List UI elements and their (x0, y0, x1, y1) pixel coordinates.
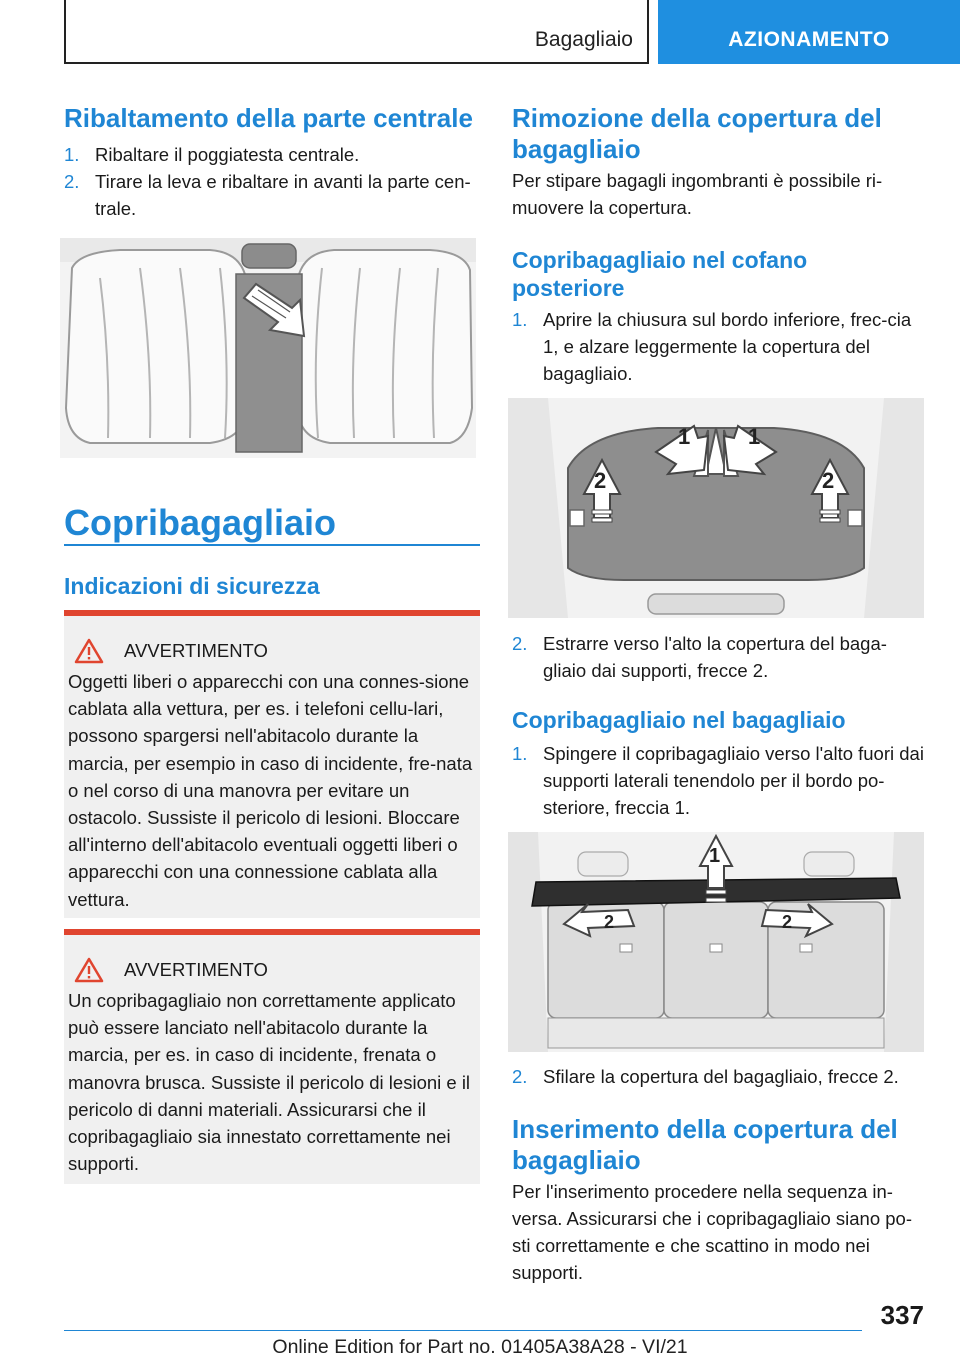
boot-steps-list-cont (512, 1063, 924, 1090)
fold-center-title: Ribaltamento della parte centrale (64, 103, 473, 133)
header-section-box (64, 0, 649, 64)
fig3-callout-2: 2 (604, 912, 615, 932)
fig2-callout-1b: 1 (748, 424, 761, 449)
fig3-callout-2b: 2 (782, 912, 793, 932)
header-chapter-title: AZIONAMENTO (728, 28, 890, 51)
rear-lid-title: Copribagagliaio nel cofano posteriore (512, 247, 808, 301)
safety-title: Indicazioni di sicurezza (64, 573, 320, 599)
warning-box (64, 610, 480, 918)
page-number: 337 (880, 1300, 924, 1330)
list-item: 1. Aprire la chiusura sul bordo inferiore, frec-cia 1, e alzare leggermente la copertura del bagagliaio. (512, 309, 912, 384)
fig2-callout-2: 2 (594, 468, 607, 493)
tailgate-cover-illustration (508, 398, 924, 618)
header-section-title: Bagagliaio (534, 28, 633, 51)
warning-box (64, 929, 480, 1184)
boot-cover-illustration (508, 832, 924, 1052)
chapter-divider (64, 544, 480, 546)
insert-title: Inserimento della copertura del bagagliaio (512, 1114, 898, 1175)
boot-title: Copribagagliaio nel bagagliaio (512, 707, 846, 733)
rear-seat-illustration (60, 238, 476, 458)
boot-steps-list (512, 740, 924, 821)
fold-steps-list (64, 141, 476, 222)
list-item: 1. Spingere il copribagagliaio verso l'alto fuori dai supporti laterali tenendolo per il bordo po-steriore, freccia 1. (512, 743, 924, 818)
list-item: 1. Ribaltare il poggiatesta centrale. (64, 144, 360, 165)
warning-label: AVVERTIMENTO (124, 640, 268, 661)
rear-lid-steps-list-cont (512, 630, 924, 684)
insert-text: Per l'inserimento procedere nella sequenza in-versa. Assicurarsi che i copribagagliaio siano po-sti correttamente e che scattino in modo nei supporti. (512, 1181, 913, 1283)
header-chapter-tab (658, 0, 960, 64)
fig3-callout-1: 1 (709, 845, 721, 867)
warning-triangle-icon (74, 957, 104, 983)
list-item: 2. Tirare la leva e ribaltare in avanti la parte cen-trale. (64, 171, 471, 219)
removal-intro: Per stipare bagagli ingombranti è possibile ri-muovere la copertura. (512, 170, 883, 218)
rear-lid-steps-list (512, 306, 924, 387)
footer-divider (64, 1330, 862, 1331)
warning-text: Un copribagagliaio non correttamente applicato può essere lanciato nell'abitacolo durante la marcia, per es. in caso di incidente, frenata o manovra brusca. Sussiste il pericolo di lesioni e il pericolo di danni materiali. Assicurarsi che il copribagagliaio sia innestato correttamente nei supporti. (68, 990, 471, 1175)
list-item: 2. Estrarre verso l'alto la copertura del baga-gliaio dai supporti, frecce 2. (512, 633, 887, 681)
footer-edition: Online Edition for Part no. 01405A38A28 - VI/21 (272, 1336, 688, 1358)
warning-label: AVVERTIMENTO (124, 959, 268, 980)
list-item: 2. Sfilare la copertura del bagagliaio, frecce 2. (512, 1066, 899, 1087)
chapter-title: Copribagagliaio (64, 502, 337, 543)
warning-header (74, 638, 474, 664)
warning-text: Oggetti liberi o apparecchi con una connes-sione cablata alla vettura, per es. i telefoni cellu-lari, possono spargersi nell'abitacolo durante la marcia, per esempio in caso di incidente, fre-nata o nel corso di una manovra per evitare un ostacolo. Sussiste il pericolo di lesioni. Bloccare all'interno dell'abitacolo eventuali oggetti liberi o apparecchi con una connessione cablata alla vettura. (68, 671, 473, 910)
fig2-callout-1: 1 (678, 424, 691, 449)
removal-title: Rimozione della copertura del bagagliaio (512, 103, 882, 164)
fig2-callout-2b: 2 (822, 468, 835, 493)
warning-header (74, 957, 474, 983)
warning-triangle-icon (74, 638, 104, 664)
